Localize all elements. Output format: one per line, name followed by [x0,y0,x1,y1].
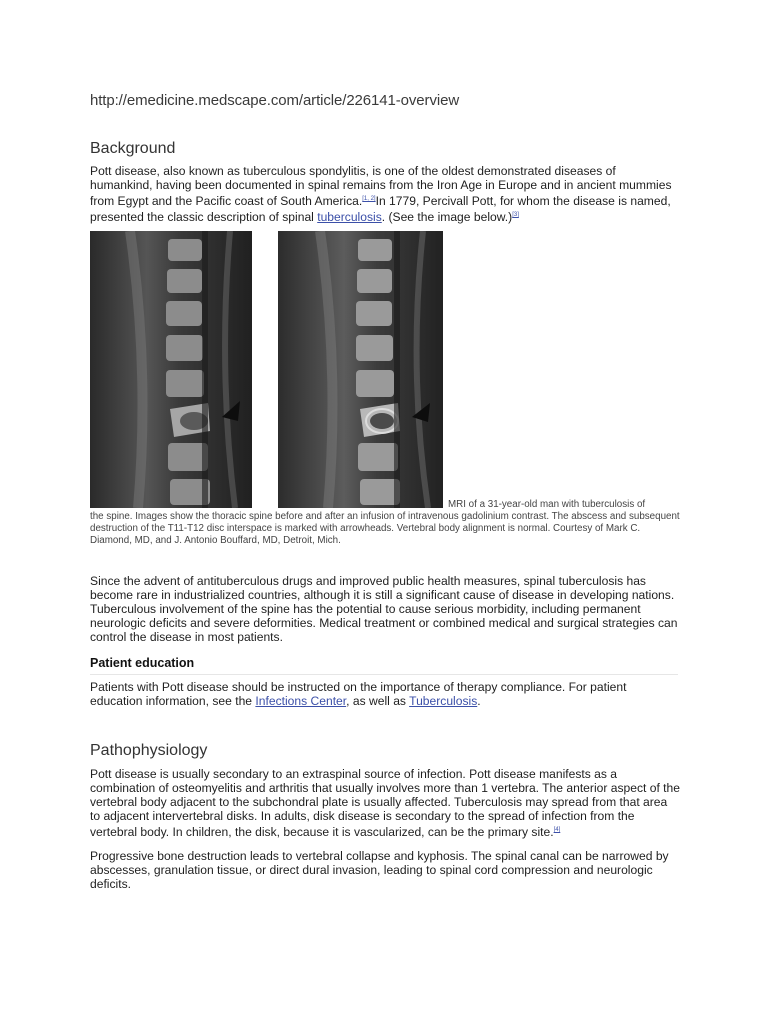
pathophysiology-paragraph-2: Progressive bone destruction leads to vertebral collapse and kyphosis. The spinal canal can be narrowed by abscesses, granulation tissue, or direct dural invasion, leading to spinal cord compression and neurologic deficits. [90,849,669,891]
source-url[interactable]: http://emedicine.medscape.com/article/226141-overview [90,92,460,109]
citation-link[interactable]: [3] [512,212,519,219]
patient-education-text-1: Patients with Pott disease should be instructed on the importance of therapy compliance. For patient education information, see the [90,680,627,708]
pathophysiology-text-1: Pott disease is usually secondary to an extraspinal source of infection. Pott disease manifests as a combination of osteomyelitis and arthritis that usually involves more than 1 vertebra. The anterior aspect of the vertebral body adjacent to the subchondral plate is usually affected. Tuberculosis may spread from that area to adjacent intervertebral disks. In adults, disk disease is secondary to the spread of infection from the vertebral body. In children, the disk, because it is vascularized, can be the primary site. [90,767,680,840]
mri-image-precontrast [90,231,252,508]
tuberculosis-link[interactable]: Tuberculosis [409,694,478,708]
patient-education-text-3: . [477,694,481,708]
pathophysiology-heading: Pathophysiology [90,742,208,759]
tuberculosis-link[interactable]: tuberculosis [317,210,382,225]
patient-education-paragraph [90,680,680,708]
section-divider [90,674,678,675]
patient-education-heading: Patient education [90,656,195,670]
background-text-1: Pott disease, also known as tuberculous spondylitis, is one of the oldest demonstrated diseases of humankind, having been documented in spinal remains from the Iron Age in Europe and in ancient mummies from Egypt and the Pacific coast of South America. [90,164,672,209]
patient-education-text-2: , as well as [346,694,410,708]
infections-center-link[interactable]: Infections Center [255,694,347,708]
citation-link[interactable]: [4] [553,827,561,833]
background-heading: Background [90,140,176,157]
pathophysiology-paragraph-1 [90,767,680,839]
citation-link[interactable]: [1, 2] [362,196,376,202]
figure-caption: the spine. Images show the thoracic spine before and after an infusion of intravenous gadolinium contrast. The abscess and subsequent destruction of the T11-T12 disc interspace is marked with arrowheads. Vertebral body alignment is normal. Courtesy of Mark C. Diamond, MD, and J. Antonio Bouffard, MD, Detroit, Mich. [90,511,680,546]
background-text-3: . (See the image below.) [381,210,513,225]
advent-paragraph: Since the advent of antituberculous drugs and improved public health measures, spinal tuberculosis has become rare in industrialized countries, although it is still a significant cause of disease in developing nations. Tuberculous involvement of the spine has the potential to cause serious morbidity, including permanent neurologic deficits and severe deformities. Medical treatment or combined medical and surgical strategies can control the disease in most patients. [90,574,678,644]
mri-image-postcontrast [278,231,443,508]
figure-caption-line1: MRI of a 31-year-old man with tuberculosis of [448,499,646,510]
background-text-2: In 1779, Percivall Pott, for whom the disease is named, presented the classic description of spinal [90,194,671,225]
background-paragraph [90,164,680,224]
